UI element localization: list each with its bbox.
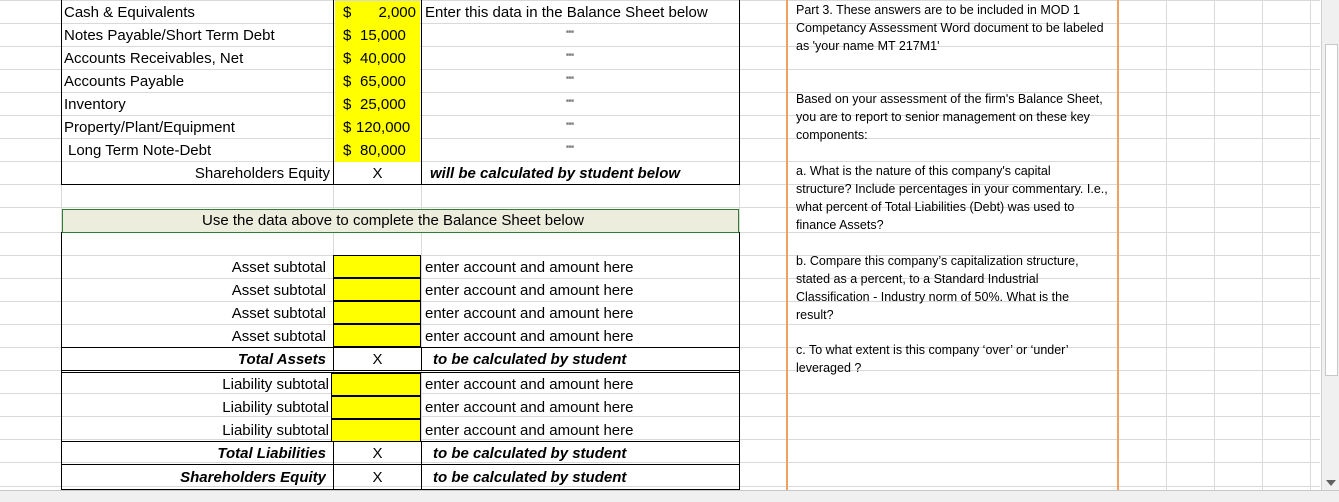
cell-note[interactable]: to be calculated by student [433, 351, 627, 368]
cell-amount[interactable]: $ 80,000 [335, 139, 420, 162]
cell-note[interactable]: enter account and amount here [425, 422, 634, 439]
cell-note[interactable]: to be calculated by student [433, 469, 627, 486]
cell-note[interactable]: enter account and amount here [425, 328, 634, 345]
cell-label[interactable]: Asset subtotal [231, 305, 326, 322]
cell-label[interactable]: Long Term Note-Debt [68, 142, 212, 159]
cell-label[interactable]: Cash & Equivalents [64, 4, 195, 21]
cell-amount-input[interactable] [333, 324, 421, 347]
horizontal-scrollbar[interactable] [0, 490, 1339, 502]
cell-amount[interactable]: $ 25,000 [335, 93, 420, 116]
cell-amount-input[interactable] [331, 419, 421, 442]
cell-note[interactable]: will be calculated by student below [430, 165, 681, 182]
cell-label[interactable]: Asset subtotal [231, 282, 326, 299]
cell-value[interactable]: X [372, 165, 383, 182]
section-header-text: Use the data above to complete the Balance Sheet below [202, 212, 584, 229]
scroll-down-arrow-icon[interactable] [1326, 480, 1336, 486]
cell-note[interactable]: "" [566, 98, 574, 110]
cell-note[interactable]: "" [566, 75, 574, 87]
cell-note[interactable]: enter account and amount here [425, 399, 634, 416]
cell-amount-input[interactable] [331, 373, 421, 396]
assessment-intro[interactable]: Based on your assessment of the firm's Balance Sheet, you are to report to senior management on these key components: [796, 92, 1103, 142]
cell-label[interactable]: Property/Plant/Equipment [64, 119, 235, 136]
cell-note[interactable]: enter account and amount here [425, 282, 634, 299]
cell-value[interactable]: X [372, 351, 383, 368]
cell-label[interactable]: Notes Payable/Short Term Debt [64, 27, 275, 44]
question-c[interactable]: c. To what extent is this company ‘over’ or ‘under’ leveraged ? [796, 343, 1069, 375]
cell-note[interactable]: "" [566, 121, 574, 133]
cell-label[interactable]: Total Assets [237, 351, 326, 368]
cell-amount[interactable]: $ 40,000 [335, 47, 420, 70]
cell-amount-input[interactable] [333, 301, 421, 324]
cell-label[interactable]: Liability subtotal [222, 399, 329, 416]
cell-label[interactable]: Inventory [64, 96, 126, 113]
cell-label[interactable]: Total Liabilities [217, 445, 326, 462]
cell-label[interactable]: Asset subtotal [231, 328, 326, 345]
cell-note[interactable]: enter account and amount here [425, 305, 634, 322]
cell-amount-input[interactable] [331, 396, 421, 419]
question-b[interactable]: b. Compare this company’s capitalization structure, stated as a percent, to a Standard Industrial Classification - Industry norm of 50%. What is the result? [796, 254, 1079, 322]
question-a[interactable]: a. What is the nature of this company's capital structure? Include percentages in your commentary. I.e., what percent of Total Liabilities (Debt) was used to finance Assets? [796, 164, 1108, 232]
cell-amount[interactable]: $ 65,000 [335, 70, 420, 93]
cell-label[interactable]: Liability subtotal [222, 422, 329, 439]
cell-label[interactable]: Shareholders Equity [194, 165, 330, 182]
cell-amount[interactable]: $ 2,000 [335, 1, 420, 24]
cell-note[interactable]: to be calculated by student [433, 445, 627, 462]
scrollbar-thumb[interactable] [1325, 44, 1338, 376]
cell-amount-input[interactable] [333, 278, 421, 301]
cell-note[interactable]: Enter this data in the Balance Sheet below [425, 4, 708, 21]
vertical-scrollbar[interactable] [1321, 0, 1339, 490]
cell-note[interactable]: "" [566, 29, 574, 41]
cell-label[interactable]: Liability subtotal [222, 376, 329, 393]
cell-value[interactable]: X [372, 469, 383, 486]
cell-label[interactable]: Accounts Payable [64, 73, 185, 90]
cell-value[interactable]: X [372, 445, 383, 462]
cell-label[interactable]: Shareholders Equity [180, 469, 326, 486]
cell-amount[interactable]: $ 15,000 [335, 24, 420, 47]
part3-instructions[interactable]: Part 3. These answers are to be included in MOD 1 Competancy Assessment Word document to be labeled as 'your name MT 217M1' [796, 3, 1104, 53]
section-header[interactable] [62, 209, 739, 233]
cell-note[interactable]: enter account and amount here [425, 259, 634, 276]
cell-note[interactable]: "" [566, 52, 574, 64]
cell-label[interactable]: Asset subtotal [231, 259, 326, 276]
cell-label[interactable]: Accounts Receivables, Net [64, 50, 244, 67]
cell-amount[interactable]: $ 120,000 [335, 116, 420, 139]
cell-amount-input[interactable] [333, 255, 421, 278]
cell-note[interactable]: "" [566, 144, 574, 156]
cell-note[interactable]: enter account and amount here [425, 376, 634, 393]
